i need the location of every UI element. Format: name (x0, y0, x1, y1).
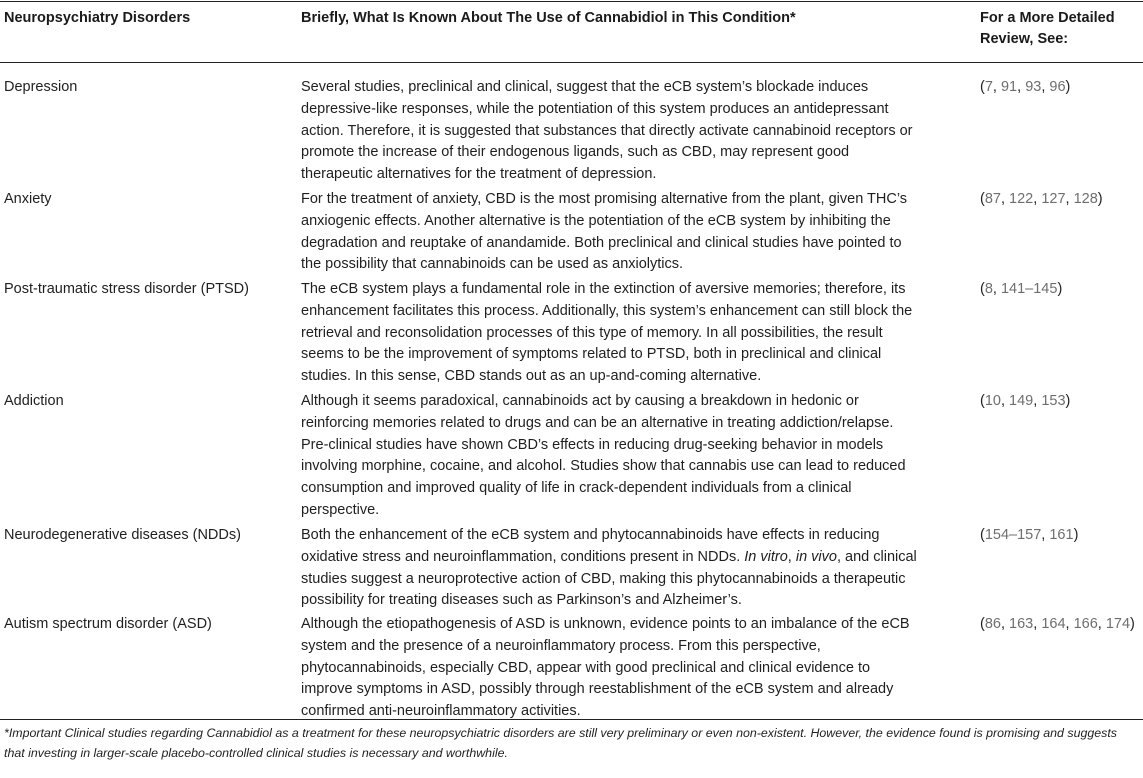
summary-text: For the treatment of anxiety, CBD is the most promising alternative from the plant, given THC’s anxiogenic effects. Another alternative is the potentiation of the eCB system by inhibiting the degradation and reuptake of anandamide. Both preclinical and clinical studies have pointed to the possibility that cannabinoids can be used as anxiolytics. (301, 191, 908, 273)
reference-link[interactable]: 122 (1009, 191, 1034, 207)
disorder-name: Post-traumatic stress disorder (PTSD) (4, 281, 249, 297)
references: (154–157, 161) (980, 527, 1079, 543)
references: (7, 91, 93, 96) (980, 79, 1071, 95)
reference-link[interactable]: 166 (1073, 616, 1098, 632)
table-top-rule (0, 1, 1143, 2)
table-bottom-rule (0, 719, 1143, 720)
references: (8, 141–145) (980, 281, 1063, 297)
reference-link[interactable]: 86 (984, 616, 1001, 632)
italic-term: In vitro (744, 548, 788, 565)
summary-text-part: Both the enhancement of the eCB system and phytocannabinoids have effects in reducing oxidative stress and neuroinflammation, conditions present in NDDs. (301, 527, 880, 565)
reference-link[interactable]: 127 (1041, 191, 1066, 207)
table-header-rule (0, 62, 1143, 63)
reference-link[interactable]: 10 (984, 393, 1001, 409)
column-header-disorders: Neuropsychiatry Disorders (4, 10, 191, 26)
summary-text-part: , and clinical studies suggest a neuroprotective action of CBD, making this phytocannabinoids a therapeutic possibility for treating diseases such as Parkinson’s and Alzheimer’s. (301, 548, 917, 609)
summary-text: Several studies, preclinical and clinical, suggest that the eCB system’s blockade induces depressive-like responses, while the potentiation of this system produces an antidepressant action. Therefore, it is suggested that substances that directly activate cannabinoid receptors or promote the increase of their endogenous ligands, such as CBD, may represent good therapeutic alternatives for the treatment of depression. (301, 79, 913, 183)
reference-link[interactable]: 164 (1041, 616, 1066, 632)
table-footnote: *Important Clinical studies regarding Cannabidiol as a treatment for these neuropsychiatric disorders are still very preliminary or even non-existent. However, the evidence found is promising and suggests that investing in larger-scale placebo-controlled clinical studies is necessary and worthwhile. (4, 726, 1117, 760)
reference-link[interactable]: 161 (1049, 527, 1074, 543)
reference-link[interactable]: 149 (1009, 393, 1034, 409)
reference-link[interactable]: 96 (1049, 79, 1066, 95)
column-header-summary: Briefly, What Is Known About The Use of Cannabidiol in This Condition* (301, 10, 796, 26)
references: (86, 163, 164, 166, 174) (980, 616, 1135, 632)
disorder-name: Autism spectrum disorder (ASD) (4, 616, 212, 632)
reference-link[interactable]: 128 (1073, 191, 1098, 207)
reference-link[interactable]: 163 (1009, 616, 1034, 632)
summary-text-part: , (787, 548, 796, 565)
reference-link[interactable]: 153 (1041, 393, 1066, 409)
column-header-references: For a More Detailed Review, See: (980, 10, 1115, 47)
disorder-name: Addiction (4, 393, 64, 409)
reference-link[interactable]: 8 (984, 281, 993, 297)
italic-term: in vivo (795, 548, 837, 565)
reference-link[interactable]: 87 (984, 191, 1001, 207)
summary-text: Although it seems paradoxical, cannabinoids act by causing a breakdown in hedonic or reinforcing memories related to drugs and can be an alternative in treating addiction/relapse. Pre-clinical studies have shown CBD’s effects in reducing drug-seeking behavior in models involving morphine, cocaine, and alcohol. Studies show that cannabis use can lead to reduced consumption and improved quality of life in crack-dependent individuals from a clinical perspective. (301, 393, 906, 518)
references: (10, 149, 153) (980, 393, 1071, 409)
reference-link[interactable]: 7 (984, 79, 993, 95)
reference-link[interactable]: 174 (1105, 616, 1131, 632)
summary-text: Although the etiopathogenesis of ASD is unknown, evidence points to an imbalance of the eCB system and the presence of a neuroinflammatory process. From this perspective, phytocannabinoids, especially CBD, appear with good preclinical and clinical evidence to improve symptoms in ASD, possibly through reestablishment of the eCB system and already confirmed anti-neuroinflammatory activities. (301, 616, 910, 720)
disorder-name: Anxiety (4, 191, 52, 207)
references: (87, 122, 127, 128) (980, 191, 1103, 207)
reference-link[interactable]: 141–145 (1000, 281, 1058, 297)
summary-text (301, 525, 919, 612)
reference-link[interactable]: 154–157 (984, 527, 1042, 543)
disorder-name: Depression (4, 79, 78, 95)
reference-link[interactable]: 91 (1000, 79, 1018, 95)
disorder-name: Neurodegenerative diseases (NDDs) (4, 527, 241, 543)
summary-text: The eCB system plays a fundamental role in the extinction of aversive memories; therefore, its enhancement facilitates this process. Additionally, this system’s enhancement can still block the retrieval and reconsolidation processes of this type of memory. In all possibilities, the result seems to be the improvement of symptoms related to PTSD, both in preclinical and clinical studies. In this sense, CBD stands out as an up-and-coming alternative. (301, 281, 913, 385)
reference-link[interactable]: 93 (1025, 79, 1042, 95)
